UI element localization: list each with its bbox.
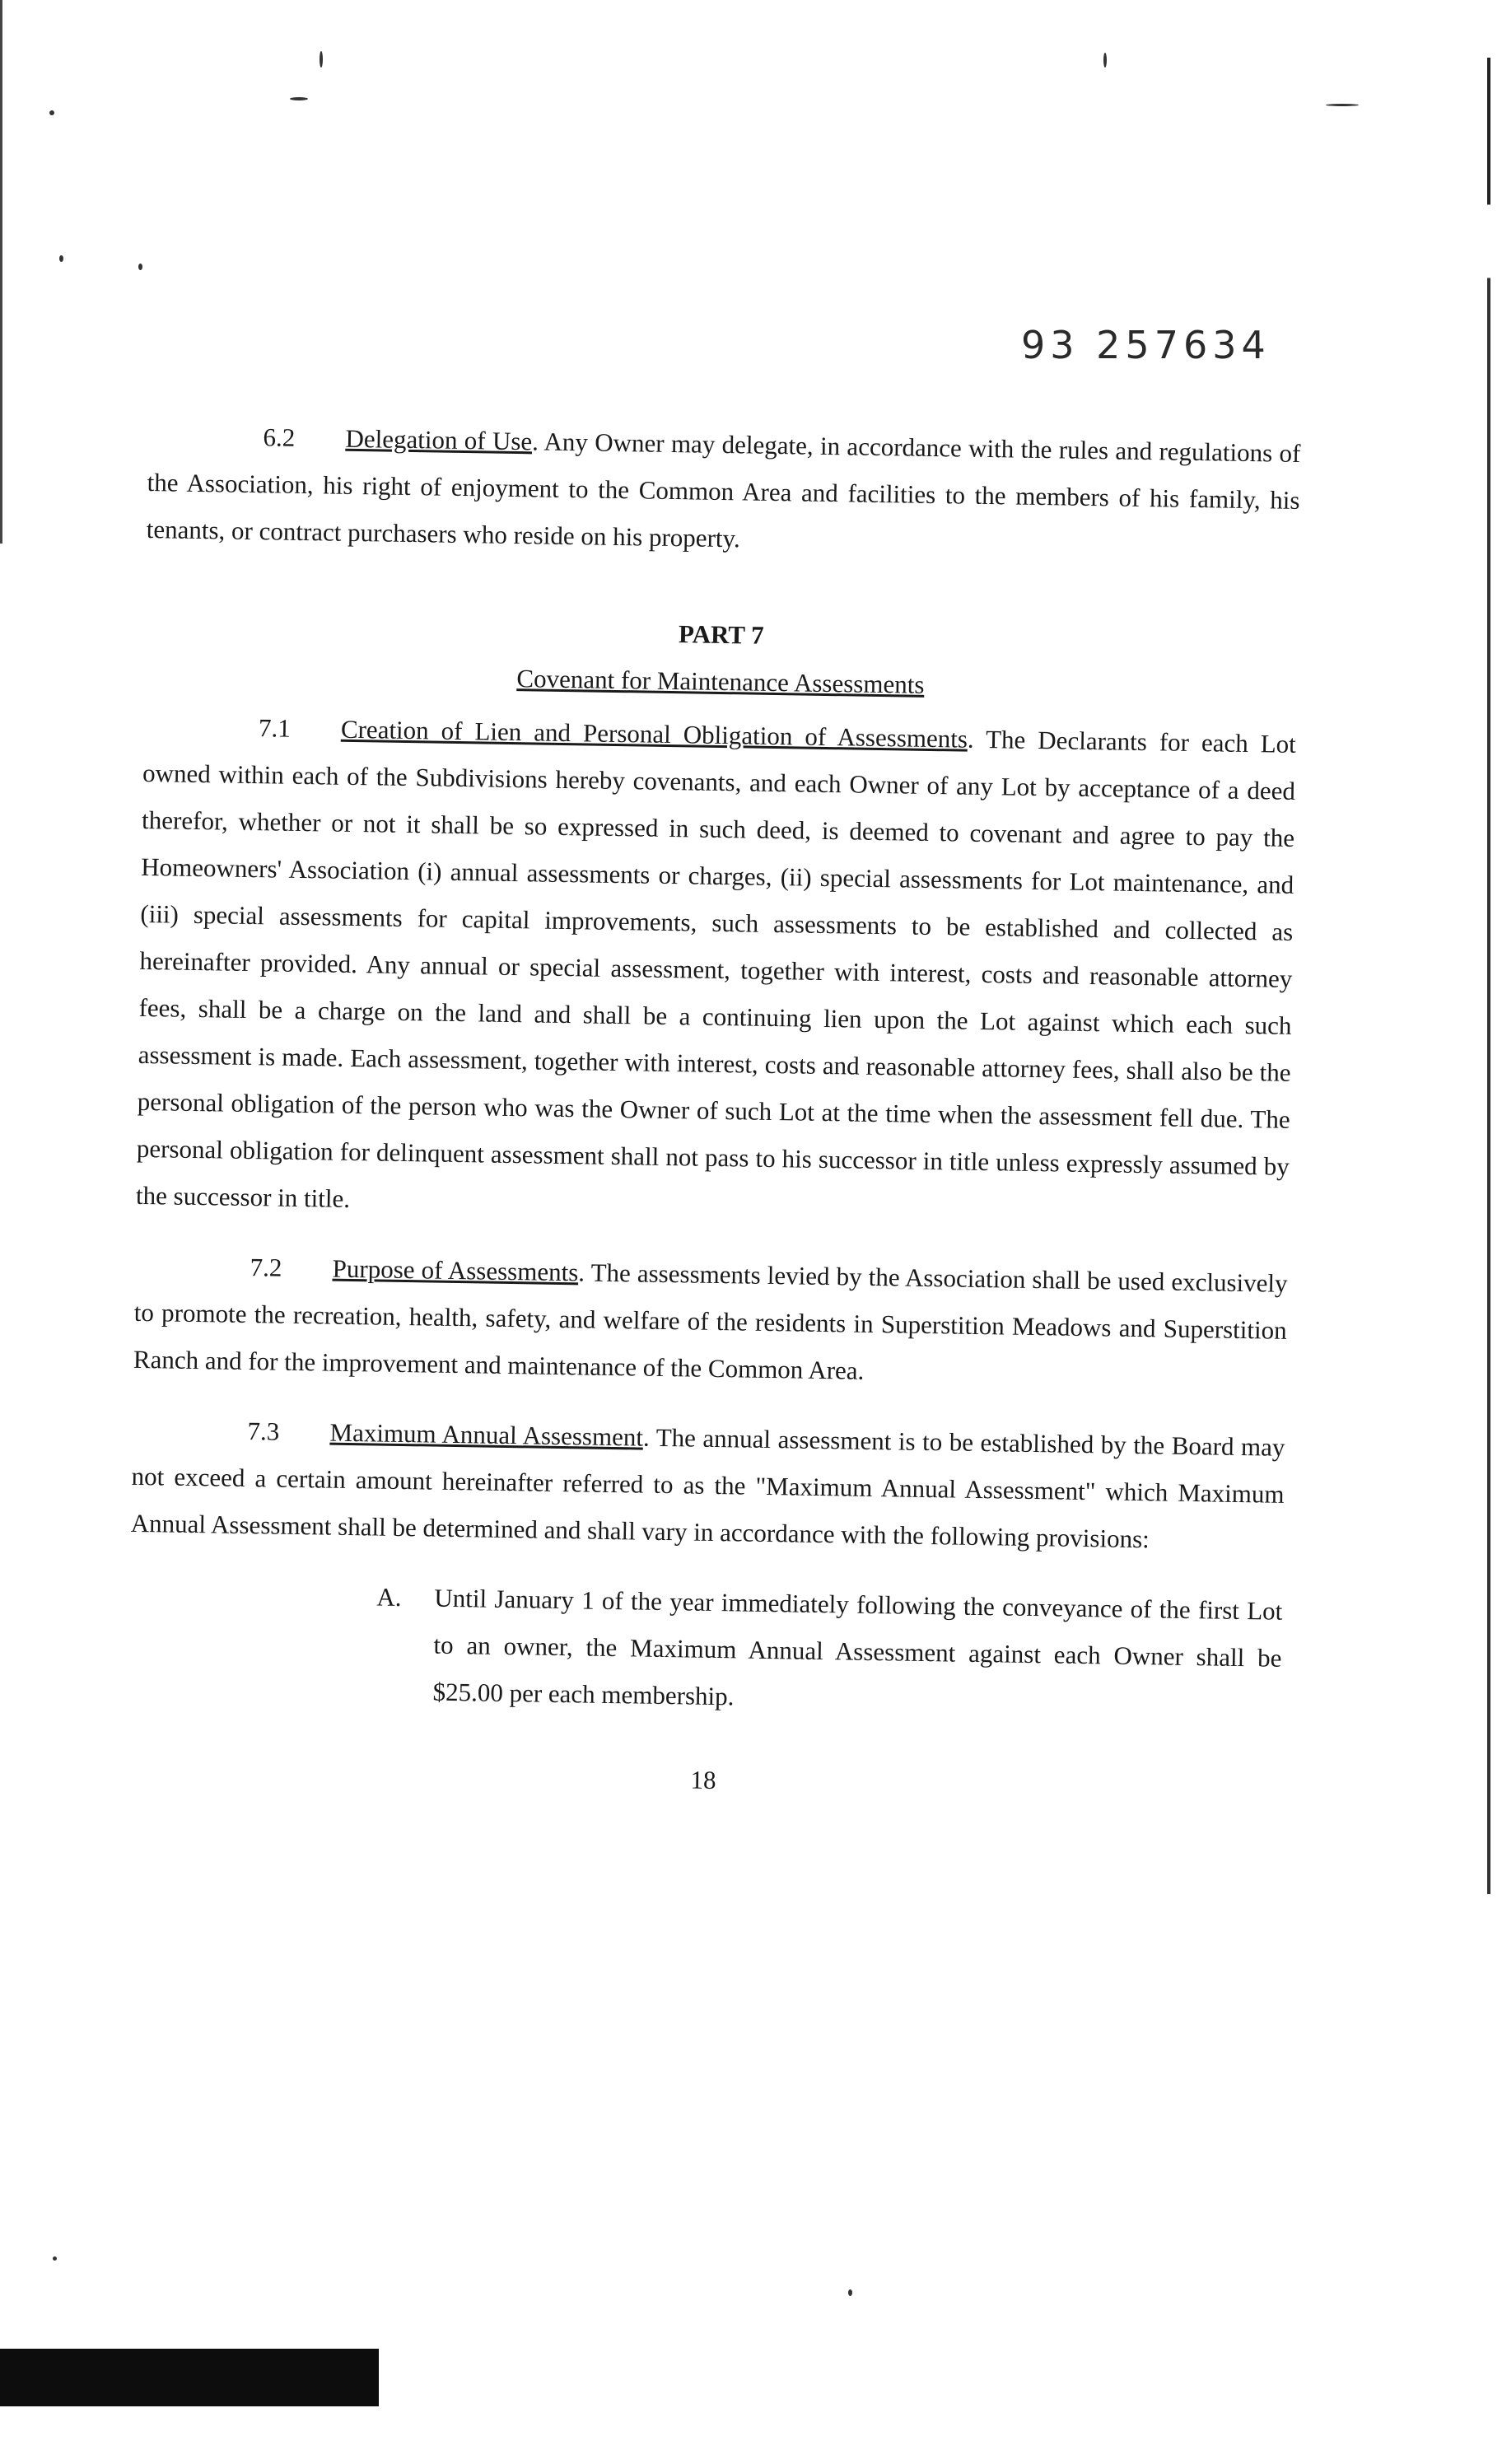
list-item-a (375, 1574, 1283, 1729)
section-number: 6.2 (263, 422, 296, 452)
scan-speck (138, 264, 142, 270)
document-number: 93 257634 (1021, 323, 1271, 367)
section-text: . The assessments levied by the Association shall be used exclusively to promote the recreation, health, safety, and welfare of the residents in Superstition Meadows and Superstition Ranch and for the improvement and maintenance of the Common Area. (133, 1258, 1288, 1385)
scan-edge-left (0, 0, 2, 544)
list-text: Until January 1 of the year immediately following the conveyance of the first Lot to an owner, the Maximum Annual Assessment against each Owner shall be $25.00 per each membership. (432, 1583, 1283, 1711)
section-7-2 (133, 1242, 1288, 1401)
scan-artifact-bar (0, 2349, 379, 2406)
section-text: . The Declarants for each Lot owned within each of the Subdivisions hereby covenants, and each Owner of any Lot by acceptance of a deed therefor, whether or not it shall be so expressed in such deed, is deemed to covenant and agree to pay the Homeowners' Association (i) annual assessments or charges, (ii) special assessments for Lot maintenance, and (iii) special assessments for capital improvements, such assessments to be established and collected as hereinafter provided. Any annual or special assessment, together with interest, costs and reasonable attorney fees, shall be a charge on the land and shall be a continuing lien upon the Lot against which each such assessment is made. Each assessment, together with interest, costs and reasonable attorney fees, shall also be the personal obligation of the person who was the Owner of such Lot at the time when the assessment fell due. The personal obligation for delinquent assessment shall not pass to his successor in title unless expressly assumed by the successor in title. (135, 724, 1297, 1213)
section-7-3 (130, 1406, 1285, 1565)
section-number: 7.2 (250, 1253, 282, 1282)
scan-edge-right (1487, 58, 1490, 1894)
part-title: PART 7 (678, 619, 764, 650)
section-6-2 (146, 412, 1301, 571)
document-page (127, 412, 1301, 1813)
section-text: . The annual assessment is to be established by the Board may not exceed a certain amount hereinafter referred to as the "Maximum Annual Assessment" which Maximum Annual Assessment shall be determined and shall vary in accordance with the following provisions: (130, 1422, 1285, 1554)
scan-speck (320, 51, 323, 68)
scan-speck (1103, 53, 1107, 68)
scan-speck (290, 97, 308, 100)
page-number: 18 (690, 1765, 716, 1795)
scan-speck (59, 255, 63, 262)
section-text: . Any Owner may delegate, in accordance with the rules and regulations of the Association, his right of enjoyment to the Common Area and facilities to the members of his family, his tenants, or contract purchasers who reside on his property. (146, 427, 1301, 553)
section-heading: Maximum Annual Assessment (329, 1417, 644, 1452)
section-7-1 (136, 702, 1297, 1237)
section-heading: Purpose of Assessments (332, 1253, 579, 1287)
section-heading: Delegation of Use (345, 423, 533, 456)
part-subtitle: Covenant for Maintenance Assessments (516, 664, 925, 699)
list-letter: A. (376, 1582, 402, 1612)
section-heading: Creation of Lien and Personal Obligation of Assessments (340, 714, 968, 754)
section-number: 7.3 (247, 1416, 280, 1446)
scan-speck (848, 2289, 852, 2296)
scan-speck (49, 110, 54, 115)
scan-speck (53, 2256, 57, 2261)
section-number: 7.1 (258, 713, 292, 743)
scan-speck (1326, 104, 1359, 106)
